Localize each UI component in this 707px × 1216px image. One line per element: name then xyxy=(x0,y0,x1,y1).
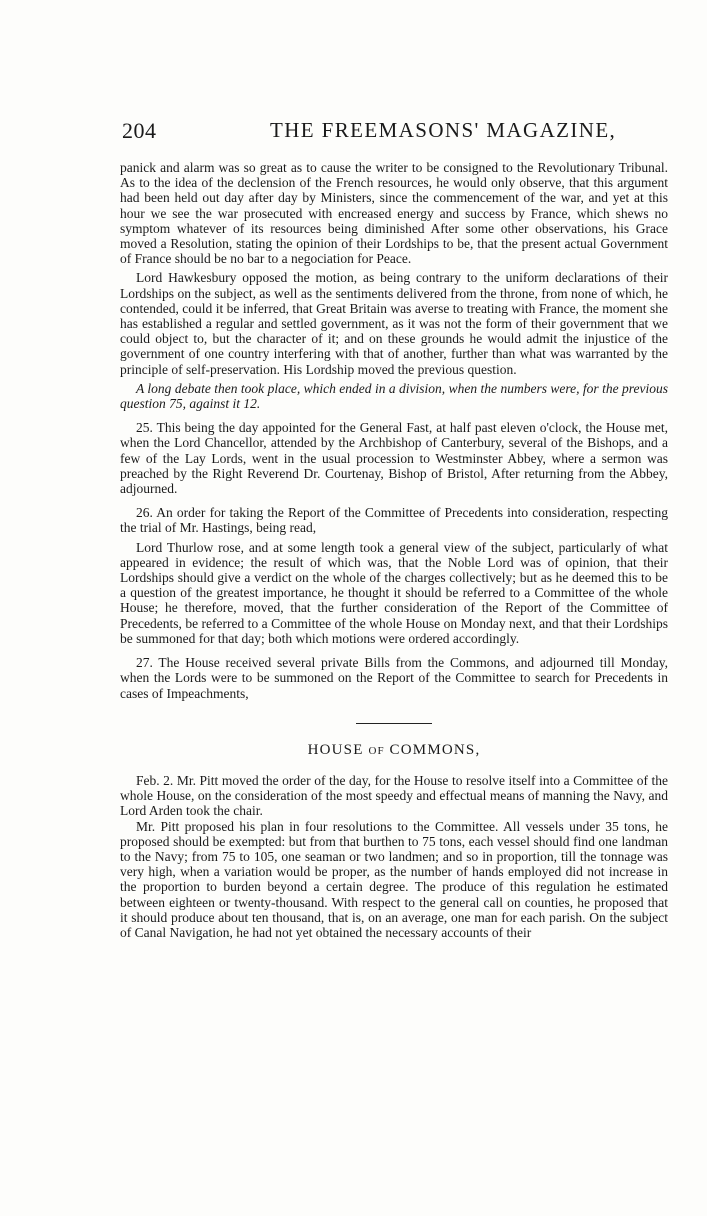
paragraph-private-bills: 27. The House received several private Bills from the Commons, and adjourned till Monday, when the Lords were to be summoned on the Report of the Committee to search for Precedents in cases of Impeachments, xyxy=(120,655,668,701)
paragraph-lords-resolution: panick and alarm was so great as to cause the writer to be consigned to the Revolutionary Tribunal. As to the idea of the declension of the French resources, he would only observe, that this argument had been held out day after day by Ministers, since the commencement of the war, and yet at this hour we see the war prosecuted with encreased energy and success by France, which shews no symptom whatever of its resources being diminished After some other observations, his Grace moved a Resolution, stating the opinion of their Lordships to be, that the present actual Government of France should be no bar to a negociation for Peace. xyxy=(120,160,668,267)
paragraph-pitt-motion: Feb. 2. Mr. Pitt moved the order of the day, for the House to resolve itself into a Committee of the whole House, on the consideration of the most speedy and effectual means of manning the Navy, and Lord Arden took the chair. xyxy=(120,772,668,819)
divider-rule xyxy=(356,723,432,724)
paragraph-hawkesbury: Lord Hawkesbury opposed the motion, as being contrary to the uniform declarations of their Lordships on the subject, as well as the sentiments delivered from the throne, from none of which, he contended, could it be inferred, that Great Britain was averse to treating with France, the moment she has established a regular and settled government, as it was not the form of their government that we could object to, but the character of it; and on these grounds he would admit the injustice of the government of one country interfering with that of another, further than what was warranted by the principle of self-preservation. His Lordship moved the previous question. xyxy=(120,270,668,377)
page-header xyxy=(120,118,668,148)
heading-house: HOUSE xyxy=(307,741,364,758)
paragraph-precedents-order: 26. An order for taking the Report of the Committee of Precedents into consideration, respecting the trial of Mr. Hastings, being read, xyxy=(120,505,668,536)
heading-commons: COMMONS, xyxy=(389,741,481,758)
running-head: THE FREEMASONS' MAGAZINE, xyxy=(270,118,617,142)
section-divider xyxy=(120,701,668,735)
section-heading xyxy=(120,743,668,759)
paragraph-general-fast: 25. This being the day appointed for the General Fast, at half past eleven o'clock, the House met, when the Lord Chancellor, attended by the Archbishop of Canterbury, several of the Bishops, and a few of the Lay Lords, went in the usual procession to Westminster Abbey, where a sermon was preached by the Right Reverend Dr. Courtenay, Bishop of Bristol, After returning from the Abbey, adjourned. xyxy=(120,420,668,497)
text-column xyxy=(120,160,668,940)
paragraph-pitt-plan: Mr. Pitt proposed his plan in four resolutions to the Committee. All vessels under 35 tons, he proposed should be exempted: but from that burthen to 75 tons, each vessel should find one landman to the Navy; from 75 to 105, one seaman or two landmen; and so in proportion, till the tonnage was very high, when a variation would be proper, as the number of hands employed did not increase in the proportion to burden beyond a certain degree. The produce of this regulation he estimated between eighteen or twenty-thousand. With respect to the general call on counties, he proposed that it should produce about ten thousand, that is, on an average, one man for each parish. On the subject of Canal Navigation, he had not yet obtained the necessary accounts of their xyxy=(120,818,668,940)
heading-of: OF xyxy=(368,744,385,757)
paragraph-division: A long debate then took place, which ended in a division, when the numbers were, for the previous question 75, against it 12. xyxy=(120,380,668,412)
page-number: 204 xyxy=(122,118,157,143)
paragraph-thurlow: Lord Thurlow rose, and at some length took a general view of the subject, particularly of what appeared in evidence; the result of which was, that the Noble Lord was of opinion, that their Lordships should give a verdict on the whole of the charges collectively; but as he deemed this to be a question of the greatest importance, he thought it should be referred to a Committee of the whole House; he therefore, moved, that the further consideration of the Report of the Committee of Precedents, be referred to a Committee of the whole House on Monday next, and that their Lordships be summoned for that day; both which motions were ordered accordingly. xyxy=(120,539,668,646)
